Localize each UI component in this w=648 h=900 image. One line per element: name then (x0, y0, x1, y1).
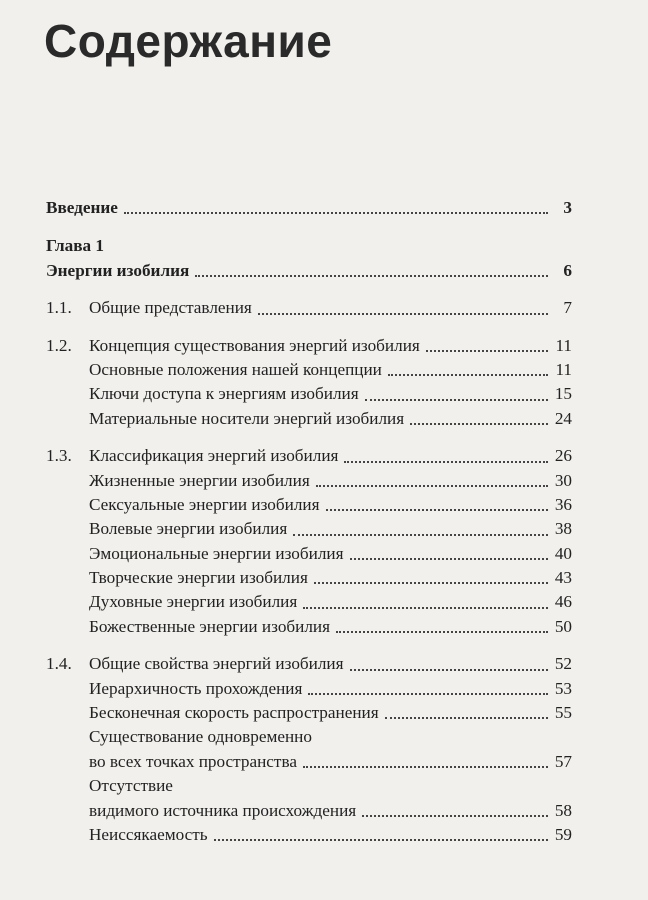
toc-entry-subsection (46, 750, 572, 774)
toc-page-number: 38 (554, 519, 572, 539)
dot-leader (362, 814, 548, 817)
toc-page-number: 50 (554, 616, 572, 636)
toc-entry-subsection (46, 469, 572, 493)
toc-entry-text: Волевые энергии изобилия (89, 519, 288, 539)
toc-page-number: 52 (554, 654, 572, 674)
toc-page-number: 59 (554, 824, 572, 844)
toc-entry-text: Общие свойства энергий изобилия (89, 654, 344, 674)
section-number: 1.4. (46, 654, 72, 674)
chapter-label: Глава 1 (46, 236, 104, 256)
toc-entry-text: Эмоциональные энергии изобилия (89, 543, 344, 563)
toc-page-number: 53 (554, 678, 572, 698)
toc-entry-subsection (46, 615, 572, 639)
toc-entry-text: Введение (46, 197, 118, 217)
toc-entry-subsection (46, 590, 572, 614)
toc-entry-text: видимого источника происхождения (89, 800, 357, 820)
toc-entry-text-line1: Отсутствие (89, 776, 173, 796)
toc-page-number: 26 (554, 446, 572, 466)
dot-leader (214, 838, 548, 841)
dot-leader (426, 349, 548, 352)
dot-leader (336, 630, 548, 633)
toc-entry-section (46, 444, 572, 468)
toc-entry-text: Иерархичность прохождения (89, 678, 303, 698)
dot-leader (410, 422, 548, 425)
dot-leader (195, 274, 548, 277)
toc-entry-text: Духовные энергии изобилия (89, 592, 298, 612)
toc-entry-subsection (46, 566, 572, 590)
toc-page-number: 36 (554, 494, 572, 514)
toc-page-number: 55 (554, 703, 572, 723)
dot-leader (124, 211, 548, 214)
toc-entry-subsection (46, 358, 572, 382)
toc-sections (46, 283, 572, 847)
toc-entry-subsection (46, 823, 572, 847)
page-title: Содержание (44, 15, 333, 67)
toc-page-number: 11 (555, 335, 572, 355)
dot-leader (293, 533, 548, 536)
section-number: 1.2. (46, 335, 72, 355)
toc-entry-text: Бесконечная скорость распространения (89, 703, 379, 723)
toc-entry-text: Основные положения нашей концепции (89, 359, 382, 379)
toc-entry-section (46, 652, 572, 676)
dot-leader (316, 484, 548, 487)
toc-entry-subsection (46, 382, 572, 406)
dot-leader (303, 765, 548, 768)
toc-entry-text: Божественные энергии изобилия (89, 616, 331, 636)
toc-entry-text: Общие представления (89, 298, 252, 318)
toc-entry-subsection (46, 517, 572, 541)
toc-page-number: 7 (563, 298, 572, 318)
toc-entry-text: Материальные носители энергий изобилия (89, 408, 405, 428)
table-of-contents (46, 196, 572, 847)
toc-page-number: 30 (554, 470, 572, 490)
dot-leader (303, 606, 548, 609)
dot-leader (326, 508, 548, 511)
toc-entry-text: Творческие энергии изобилия (89, 568, 308, 588)
toc-entry-text-line1: Существование одновременно (89, 727, 312, 747)
dot-leader (344, 460, 548, 463)
toc-page-number: 43 (554, 568, 572, 588)
toc-entry-section (46, 296, 572, 320)
toc-page-number: 58 (554, 800, 572, 820)
toc-entry-subsection (46, 701, 572, 725)
toc-entry-subsection (46, 677, 572, 701)
section-number: 1.1. (46, 298, 72, 318)
section-number: 1.3. (46, 446, 72, 466)
toc-entry-text: во всех точках пространства (89, 751, 297, 771)
dot-leader (350, 668, 548, 671)
toc-entry-text: Неиссякаемость (89, 824, 208, 844)
toc-page-number: 15 (554, 384, 572, 404)
toc-page-number: 24 (554, 408, 572, 428)
toc-page-number: 11 (555, 359, 572, 379)
toc-page-number: 57 (554, 751, 572, 771)
dot-leader (388, 373, 548, 376)
toc-page-number: 46 (554, 592, 572, 612)
toc-page-number: 6 (563, 260, 572, 280)
dot-leader (365, 398, 548, 401)
toc-entry-text: Ключи доступа к энергиям изобилия (89, 384, 359, 404)
dot-leader (308, 692, 548, 695)
dot-leader (385, 716, 548, 719)
toc-entry-text: Концепция существования энергий изобилия (89, 335, 420, 355)
dot-leader (258, 312, 548, 315)
toc-entry-subsection (46, 799, 572, 823)
toc-entry-subsection (46, 407, 572, 431)
dot-leader (350, 557, 548, 560)
toc-entry-text: Жизненные энергии изобилия (89, 470, 310, 490)
toc-entry-intro (46, 196, 572, 220)
toc-entry-subsection (46, 493, 572, 517)
toc-page-number: 40 (554, 543, 572, 563)
toc-entry-subsection (46, 542, 572, 566)
toc-page-number: 3 (563, 197, 572, 217)
toc-entry-text: Сексуальные энергии изобилия (89, 494, 320, 514)
chapter-title: Энергии изобилия (46, 260, 190, 280)
toc-entry-section (46, 334, 572, 358)
toc-entry-chapter (46, 259, 572, 283)
toc-entry-text: Классификация энергий изобилия (89, 446, 339, 466)
dot-leader (314, 581, 548, 584)
